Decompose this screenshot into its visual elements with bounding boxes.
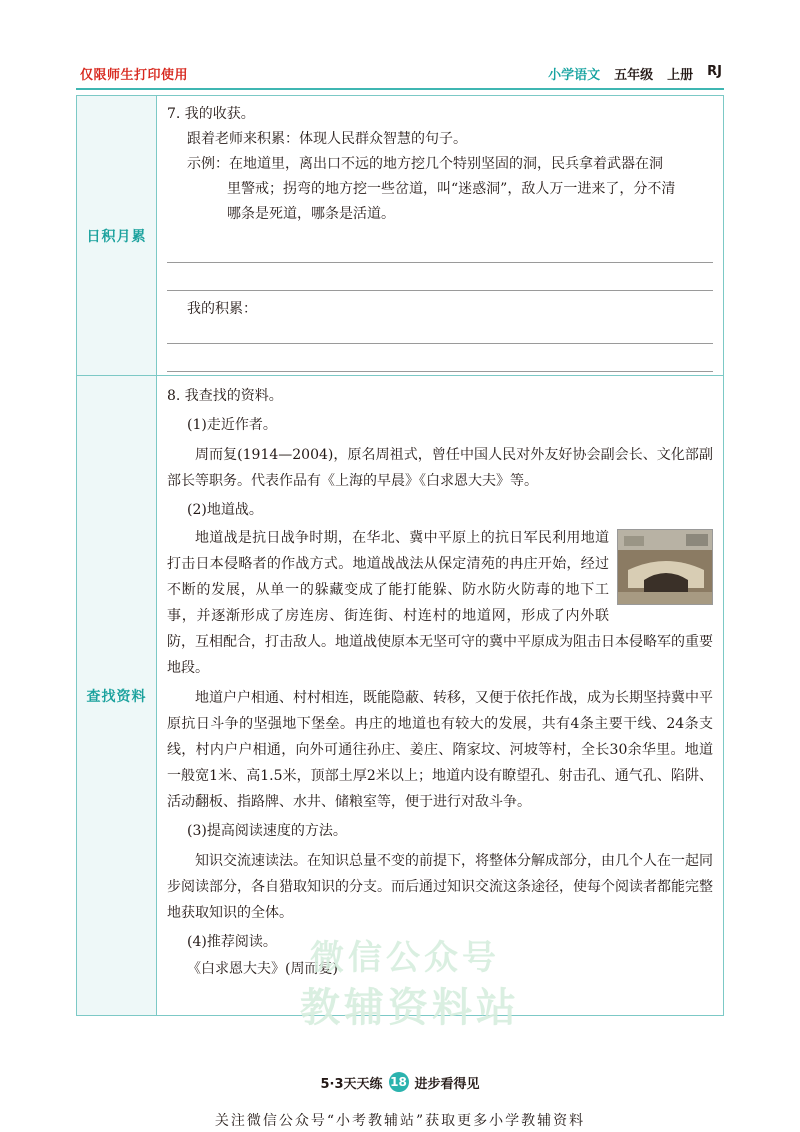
author-text: 周而复(1914—2004)，原名周祖式，曾任中国人民对外友好协会副会长、文化部副部长等职务。代表作品有《上海的早晨》《白求恩大夫》等。: [167, 447, 713, 489]
section-accumulation: [77, 96, 723, 376]
tunnel-war-text-2: 地道户户相通、村村相连，既能隐蔽、转移，又便于依托作战，成为长期坚持冀中平原抗日斗争的坚强地下堡垒。冉庄的地道也有较大的发展，共有4条主要干线、24条支线，村内户户相通，向外可通往孙庄、姜庄、隋家坟、河坡等村，全长30余华里。地道一般宽1米、高1.5米，顶部土厚2米以上；地道内设有瞭望孔、射击孔、通气孔、陷阱、活动翻板、指路牌、水井、储粮室等，便于进行对敌斗争。: [167, 690, 713, 810]
sub-title-author: (1)走近作者。: [187, 417, 277, 433]
print-notice: 仅限师生打印使用: [80, 68, 189, 83]
example-line-2: 里警戒；拐弯的地方挖一些岔道，叫“迷惑洞”，敌人万一进来了，分不清: [227, 181, 676, 197]
tunnel-war-block: [167, 525, 713, 681]
accumulation-prompt: 跟着老师来积累：体现人民群众智慧的句子。: [187, 131, 467, 147]
footer-brand: 5·3天天练: [320, 1076, 383, 1092]
watermark-line-1: 微信公众号: [310, 938, 500, 978]
side-label-cell: [77, 376, 157, 1015]
side-label-accumulation: 日积月累: [86, 228, 147, 245]
side-label-cell: [77, 96, 157, 375]
footer-slogan: 进步看得见: [414, 1076, 480, 1092]
recommended-book: 《白求恩大夫》(周而复): [187, 961, 338, 977]
edition-label: RJ: [707, 64, 722, 79]
sub-title-speed-reading: (3)提高阅读速度的方法。: [187, 823, 347, 839]
my-accumulation-label: 我的积累：: [187, 301, 257, 317]
answer-line-4[interactable]: [167, 344, 713, 372]
speed-reading-text: 知识交流速读法。在知识总量不变的前提下，将整体分解成部分，由几个人在一起同步阅读部分，各自猎取知识的分支。而后通过知识交流这条途径，使每个阅读者都能完整地获取知识的全体。: [167, 853, 713, 921]
answer-line-3[interactable]: [167, 322, 713, 344]
accumulation-content: [157, 96, 723, 375]
answer-line-1[interactable]: [167, 235, 713, 263]
answer-line-2[interactable]: [167, 263, 713, 291]
watermark-line-2: 教辅资料站: [300, 985, 520, 1031]
side-label-research: 查找资料: [86, 688, 147, 705]
sub-title-tunnel-war: (2)地道战。: [187, 502, 263, 518]
section-research: [77, 376, 723, 1015]
page-number: 18: [389, 1072, 409, 1092]
example-line-1: 示例：在地道里，离出口不远的地方挖几个特别坚固的洞，民兵拿着武器在洞: [187, 156, 663, 172]
research-content: [157, 376, 723, 1015]
question-8-title: 8. 我查找的资料。: [167, 388, 283, 404]
header-divider: [76, 88, 724, 90]
example-line-3: 哪条是死道，哪条是活道。: [227, 206, 395, 222]
tunnel-photo: [617, 529, 713, 605]
tunnel-image: [618, 530, 713, 605]
page-footer: [0, 1072, 800, 1092]
grade-label: 五年级: [614, 68, 654, 83]
bottom-note: 关注微信公众号“小考教辅站”获取更多小学教辅资料: [214, 1113, 586, 1129]
sub-title-recommended: (4)推荐阅读。: [187, 934, 277, 950]
subject-label: 小学语文: [548, 68, 601, 83]
worksheet-table: [76, 95, 724, 1016]
term-label: 上册: [667, 68, 694, 83]
tunnel-war-text-1: 地道战是抗日战争时期，在华北、冀中平原上的抗日军民利用地道打击日本侵略者的作战方式。地道战战法从保定清苑的冉庄开始，经过不断的发展，从单一的躲藏变成了能打能躲、防水防火防毒的地下工事，并逐渐形成了房连房、街连街、村连村的地道网，形成了内外联防，互相配合，打击敌人。地道战使原本无坚可守的冀中平原成为阻击日本侵略军的重要地段。: [167, 530, 713, 676]
book-info: [548, 64, 722, 83]
question-7-title: 7. 我的收获。: [167, 106, 255, 122]
